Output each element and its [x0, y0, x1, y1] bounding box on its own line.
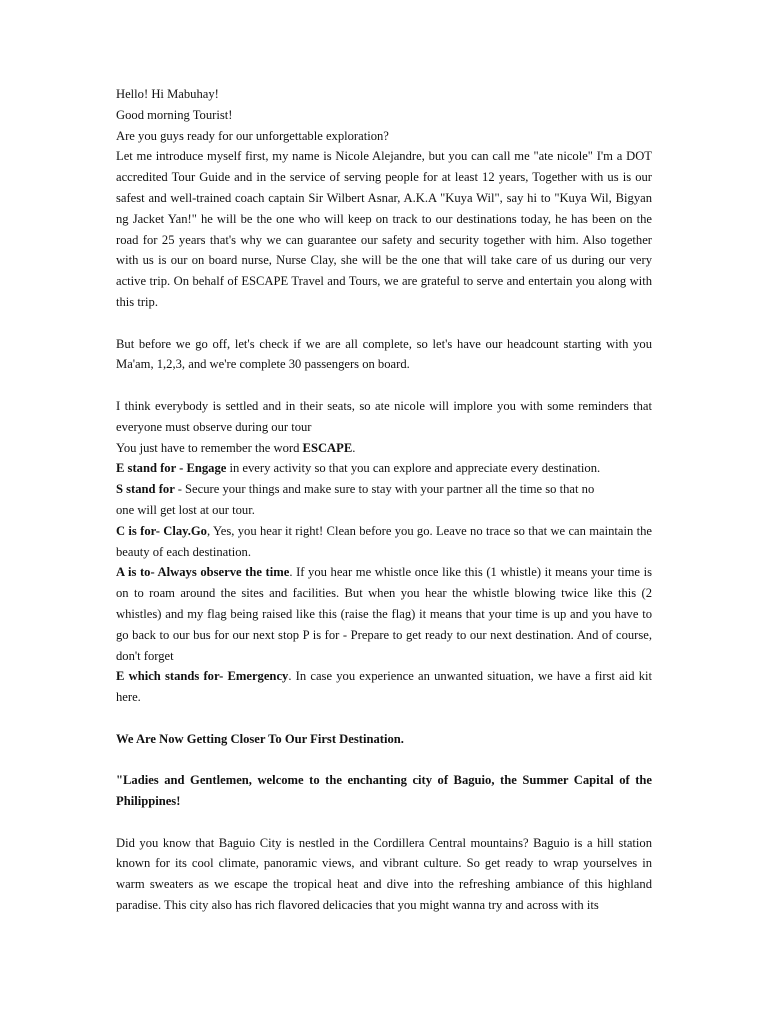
- section-heading-text: We Are Now Getting Closer To Our First Destination.: [116, 731, 404, 746]
- question-line: Are you guys ready for our unforgettable exploration?: [116, 128, 389, 143]
- greeting-line-2: Good morning Tourist!: [116, 107, 233, 122]
- spacer: [116, 812, 652, 833]
- headcount-paragraph: But before we go off, let's check if we are all complete, so let's have our headcount starting with you Ma'am, 1,2,3, and we're complete 30 passengers on board.: [116, 336, 652, 372]
- remember-word: ESCAPE: [302, 440, 353, 455]
- rule-secure-text: - Secure your things and make sure to stay with your partner all the time so that no: [177, 482, 595, 497]
- intro-paragraph: Let me introduce myself first, my name is Nicole Alejandre, but you can call me "ate nicole" I'm a DOT accredited Tour Guide and in the service of serving people for at least 12 years, Together with us is our safest and well-trained coach captain Sir Wilbert Asnar, A.K.A "Kuya Wil", say hi to "Kuya Wil, Bigyan ng Jacket Yan!" he will be the one who will keep on track to our destinations today, he has been on the road for 25 years that's why we can guarantee our safety and security together with him. Also together with us is our on board nurse, Nurse Clay, she will be the one that will take care of us during our very active trip. On behalf of ESCAPE Travel and Tours, we are grateful to serve and entertain you along with this trip.: [116, 149, 652, 309]
- reminders-paragraph: I think everybody is settled and in their seats, so ate nicole will implore you with some reminders that everyone must observe during our tour: [116, 398, 652, 434]
- welcome-text: "Ladies and Gentlemen, welcome to the enchanting city of Baguio, the Summer Capital of the Philippines!: [116, 773, 652, 809]
- baguio-paragraph: Did you know that Baguio City is nestled in the Cordillera Central mountains? Baguio is a hill station known for its cool climate, panoramic views, and vibrant culture. So get ready to wrap yourselves in warm sweaters as we escape the tropical heat and dive into the refreshing ambiance of this highland paradise. This city also has rich flavored delicacies that you might wanna try and across with its: [116, 835, 652, 913]
- rule-engage-label: E stand for - Engage: [116, 461, 227, 476]
- rule-emergency: [116, 666, 652, 708]
- spacer: [116, 750, 652, 771]
- greeting-line-1: Hello! Hi Mabuhay!: [116, 87, 219, 101]
- rule-secure: [116, 479, 652, 500]
- document-page: [116, 84, 652, 916]
- rule-clean-label: C is for- Clay.Go: [116, 523, 207, 538]
- remember-suffix: .: [352, 440, 356, 455]
- spacer: [116, 313, 652, 334]
- remember-line: [116, 438, 652, 459]
- rule-time: [116, 562, 652, 666]
- rule-clean-text: , Yes, you hear it right! Clean before you go. Leave no trace so that we can maintain the beauty of each destination.: [116, 523, 652, 559]
- rule-emergency-text: . In case you experience an unwanted situation, we have a first aid kit here.: [116, 669, 652, 705]
- rule-time-label: A is to- Always observe the time: [116, 565, 290, 580]
- rule-engage-text: in every activity so that you can explore and appreciate every destination.: [226, 461, 601, 476]
- rule-secure-label: S stand for: [116, 482, 178, 497]
- spacer: [116, 708, 652, 729]
- rule-time-text: . If you hear me whistle once like this (1 whistle) it means your time is on to roam around the sites and facilities. But when you hear the whistle blowing twice like this (2 whistles) and my flag being raised like this (raise the flag) it means that your time is up and you have to go back to our bus for our next stop P is for - Prepare to get ready to our next destination. And of course, don't forget: [116, 565, 652, 663]
- rule-engage: [116, 458, 652, 479]
- section-heading: [116, 729, 652, 750]
- spacer: [116, 375, 652, 396]
- rule-clean: [116, 521, 652, 563]
- rule-emergency-label: E which stands for- Emergency: [116, 669, 289, 684]
- welcome-paragraph: [116, 770, 652, 812]
- remember-prefix: You just have to remember the word: [116, 440, 303, 455]
- rule-secure-cont: one will get lost at our tour.: [116, 502, 255, 517]
